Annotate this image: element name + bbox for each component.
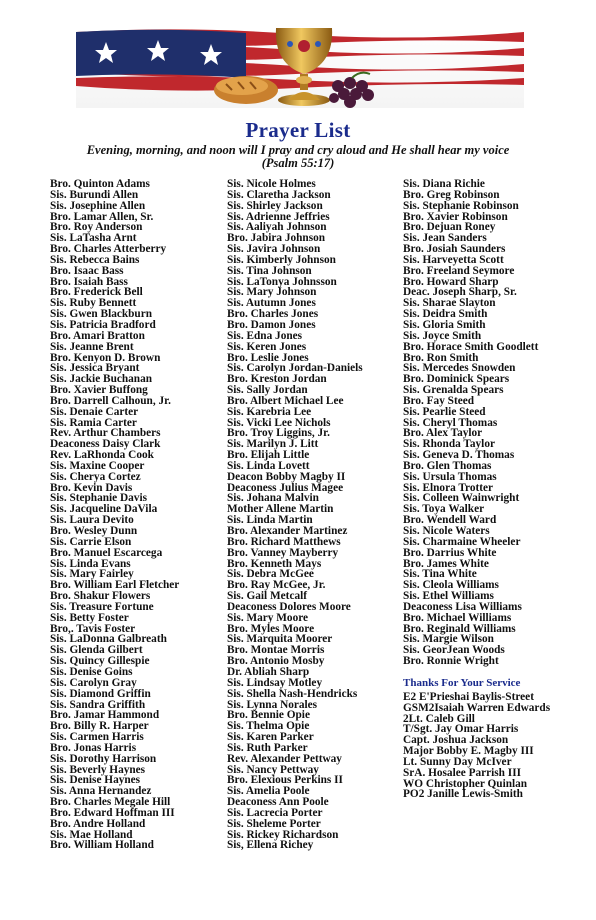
prayer-name: Sis. Rhonda Taylor: [403, 438, 495, 451]
prayer-name: Sis. Betty Foster: [50, 611, 129, 624]
prayer-name: Sis. Colleen Wainwright: [403, 492, 520, 505]
prayer-name: Bro. Isaac Bass: [50, 264, 124, 277]
prayer-name: Bro. Billy R. Harper: [50, 720, 149, 733]
prayer-name: Sis. Gwen Blackburn: [50, 308, 153, 321]
prayer-name: Sis. Sally Jordan: [227, 384, 308, 397]
prayer-name: Deaconess Dolores Moore: [227, 600, 351, 613]
prayer-name: Sis. Josephine Allen: [50, 199, 146, 212]
prayer-name: Sis. Sheleme Porter: [227, 817, 321, 830]
prayer-name: Sis. Tina White: [403, 568, 477, 581]
service-member-name: Capt. Joshua Jackson: [403, 734, 509, 747]
prayer-name: Bro. Richard Matthews: [227, 535, 341, 548]
prayer-name: Bro. Shakur Flowers: [50, 590, 151, 603]
prayer-name: Sis. Ethel Williams: [403, 590, 494, 603]
prayer-name: Sis. Denise Goins: [50, 665, 133, 678]
prayer-name: Bro. Fay Steed: [403, 394, 475, 407]
prayer-name: Bro. William Earl Fletcher: [50, 579, 180, 592]
prayer-name: Sis. Cherya Cortez: [50, 470, 141, 483]
page-title: Prayer List: [245, 118, 351, 142]
scripture-verse: [40, 144, 556, 170]
communion-banner: [76, 28, 524, 108]
prayer-name: Sis. LaDonna Galbreath: [50, 633, 167, 646]
prayer-name: Bro. Leslie Jones: [227, 351, 309, 364]
prayer-name: Bro. Damon Jones: [227, 318, 316, 331]
prayer-name: Sis. Linda Martin: [227, 514, 313, 527]
prayer-name: Sis. Shirley Jackson: [227, 199, 323, 212]
prayer-name: Bro. Howard Sharp: [403, 275, 499, 288]
prayer-name: Sis. Lynna Norales: [227, 698, 318, 711]
prayer-name: Bro. Dominick Spears: [403, 373, 510, 386]
prayer-name: Sis. Amelia Poole: [227, 785, 310, 798]
prayer-name: Bro. Myles Moore: [227, 622, 315, 635]
prayer-name: Sis. Jean Sanders: [403, 232, 487, 245]
prayer-name: Sis. Cheryl Thomas: [403, 416, 498, 429]
service-members-list: [403, 692, 583, 800]
prayer-name: Sis. LaTonya Johnsson: [227, 275, 337, 288]
prayer-name: Bro. Horace Smith Goodlett: [403, 340, 539, 353]
prayer-name: Sis. Aaliyah Johnson: [227, 221, 327, 234]
prayer-name: Sis. Dorothy Harrison: [50, 752, 157, 765]
service-member-name: Major Bobby E. Magby III: [403, 745, 534, 758]
prayer-name: Sis. Gloria Smith: [403, 318, 486, 331]
prayer-name: Sis. Gail Metcalf: [227, 590, 308, 603]
prayer-name: Sis. Mercedes Snowden: [403, 362, 516, 375]
prayer-name: Sis. Ruth Parker: [227, 741, 308, 754]
prayer-name: Sis. Treasure Fortune: [50, 600, 154, 613]
verse-reference: (Psalm 55:17): [261, 156, 335, 170]
prayer-name: Bro. William Holland: [50, 839, 154, 852]
prayer-name: Sis. Margie Wilson: [403, 633, 494, 646]
verse-text: Evening, morning, and noon will I pray and cry aloud and He shall hear my voice: [86, 143, 510, 157]
service-member-name: GSM2Isaiah Warren Edwards: [403, 701, 551, 714]
prayer-name: Sis. Carrie Elson: [50, 535, 132, 548]
prayer-name: Sis. Ruby Bennett: [50, 297, 137, 310]
prayer-name: Sis. Denaie Carter: [50, 405, 139, 418]
prayer-name: Sis. Denise Haynes: [50, 774, 141, 787]
prayer-name: Bro. Charles Jones: [227, 308, 319, 321]
names-column-1: [50, 179, 220, 851]
prayer-name: Sis. Stephanie Robinson: [403, 199, 519, 212]
prayer-name: Sis. Toya Walker: [403, 503, 485, 516]
prayer-name: Bro. Greg Robinson: [403, 188, 500, 201]
prayer-name: Sis. Thelma Opie: [227, 720, 310, 733]
service-member-name: PO2 Janille Lewis-Smith: [403, 788, 523, 801]
prayer-name: Sis. Debra McGee: [227, 568, 314, 581]
prayer-name: Sis. Burundi Allen: [50, 188, 139, 201]
banner-art: [76, 28, 524, 108]
prayer-name: Bro. Edward Hoffman III: [50, 806, 175, 819]
prayer-name: Sis. Nicole Holmes: [227, 178, 316, 190]
service-member-name: T/Sgt. Jay Omar Harris: [403, 723, 519, 736]
prayer-name: Bro,. Tavis Foster: [50, 622, 136, 635]
prayer-name: Bro. Troy Liggins, Jr.: [227, 427, 330, 440]
prayer-name: Sis, Ellena Richey: [227, 839, 314, 852]
prayer-name: Sis. Claretha Jackson: [227, 188, 331, 201]
names-column-3: [403, 179, 583, 800]
prayer-name: Sis. Sandra Griffith: [50, 698, 146, 711]
prayer-name: Sis. Jacqueline DaVila: [50, 503, 158, 516]
prayer-name: Sis. Jessica Bryant: [50, 362, 140, 375]
prayer-name: Bro. Amari Bratton: [50, 329, 145, 342]
prayer-name: Sis. Pearlie Steed: [403, 405, 486, 418]
prayer-name: Bro. Isaiah Bass: [50, 275, 128, 288]
prayer-name: Bro. Xavier Robinson: [403, 210, 508, 223]
prayer-name: Bro. Freeland Seymore: [403, 264, 515, 277]
prayer-name: Bro. Vanney Mayberry: [227, 546, 339, 559]
prayer-name: Sis. Maxine Cooper: [50, 459, 145, 472]
prayer-name: Bro. Darrell Calhoun, Jr.: [50, 394, 171, 407]
prayer-name: Sis. Nicole Waters: [403, 525, 490, 537]
prayer-name: Sis. Anna Hernandez: [50, 785, 152, 798]
prayer-name: Sis. Deidra Smith: [403, 308, 488, 321]
prayer-name: Sis. Rickey Richardson: [227, 828, 339, 841]
service-member-name: E2 E'Prieshai Baylis-Street: [403, 690, 534, 703]
prayer-name: Sis. Joyce Smith: [403, 329, 482, 342]
prayer-name: Sis. Javira Johnson: [227, 243, 321, 256]
prayer-name: Sis. Harveyetta Scott: [403, 253, 504, 266]
names-list: [403, 179, 583, 667]
prayer-name: Sis. Tina Johnson: [227, 264, 312, 277]
prayer-name: Bro. Wendell Ward: [403, 514, 497, 527]
prayer-name: Bro. Manuel Escarcega: [50, 546, 163, 559]
prayer-name: Bro. Wesley Dunn: [50, 525, 138, 537]
prayer-name: Sis. Johana Malvin: [227, 492, 319, 505]
prayer-name: Sis. Vicki Lee Nichols: [227, 416, 331, 429]
prayer-name: Sis. Charmaine Wheeler: [403, 535, 521, 548]
service-member-name: Lt. Sunny Day McIver: [403, 755, 512, 768]
prayer-name: Bro. Frederick Bell: [50, 286, 143, 299]
prayer-name: Bro. Antonio Mosby: [227, 655, 325, 668]
prayer-name: Sis. Edna Jones: [227, 329, 303, 342]
prayer-name: Bro. Albert Michael Lee: [227, 394, 344, 407]
prayer-name: Bro. Darrius White: [403, 546, 497, 559]
prayer-name: Deaconess Daisy Clark: [50, 438, 161, 451]
prayer-name: Sis. Nancy Pettway: [227, 763, 319, 776]
prayer-name: Sis. Autumn Jones: [227, 297, 316, 310]
prayer-name: Sis. Linda Lovett: [227, 459, 310, 472]
prayer-name: Bro. Reginald Williams: [403, 622, 516, 635]
prayer-name: Bro. Ray McGee, Jr.: [227, 579, 326, 592]
prayer-name: Bro. Xavier Buffong: [50, 384, 148, 397]
prayer-name: Sis. Stephanie Davis: [50, 492, 147, 505]
prayer-name: Sis. Geneva D. Thomas: [403, 449, 515, 462]
prayer-name: Bro. Quinton Adams: [50, 178, 150, 190]
prayer-name: Sis. Cleola Williams: [403, 579, 499, 592]
prayer-name: Deaconess Ann Poole: [227, 796, 329, 809]
prayer-name: Sis. Glenda Gilbert: [50, 644, 143, 657]
prayer-name: Bro. Dejuan Roney: [403, 221, 496, 234]
service-member-name: WO Christopher Quinlan: [403, 777, 528, 790]
prayer-name: Sis. Mary Moore: [227, 611, 309, 624]
prayer-name: Sis. Kimberly Johnson: [227, 253, 336, 266]
prayer-name: Bro. Kenneth Mays: [227, 557, 322, 570]
prayer-name: Bro. Jamar Hammond: [50, 709, 160, 722]
prayer-name: Sis. Carmen Harris: [50, 731, 144, 744]
prayer-name: Sis. Lindsay Motley: [227, 676, 323, 689]
prayer-name: Sis. Adrienne Jeffries: [227, 210, 330, 223]
prayer-name: Sis. Ramia Carter: [50, 416, 137, 429]
prayer-name: Bro. Jabira Johnson: [227, 232, 326, 245]
prayer-name: Sis. Grenalda Spears: [403, 384, 504, 397]
prayer-name: Rev. Alexander Pettway: [227, 752, 342, 765]
prayer-name: Sis. Elnora Trotter: [403, 481, 494, 494]
prayer-name: Sis. Shella Nash-Hendricks: [227, 687, 358, 700]
prayer-name: Sis. Diana Richie: [403, 178, 485, 190]
prayer-name: Sis. Marquita Moorer: [227, 633, 333, 646]
prayer-name: Bro. Roy Anderson: [50, 221, 143, 234]
prayer-name: Sis. Diamond Griffin: [50, 687, 151, 700]
prayer-name: Deac. Joseph Sharp, Sr.: [403, 286, 517, 299]
prayer-name: Bro. Alexander Martinez: [227, 525, 348, 537]
prayer-name: Sis. Jackie Buchanan: [50, 373, 153, 386]
service-member-name: 2Lt. Caleb Gill: [403, 712, 475, 725]
prayer-name: Bro. Josiah Saunders: [403, 243, 506, 256]
prayer-name: Sis. Ursula Thomas: [403, 470, 497, 483]
prayer-name: Bro. Charles Megale Hill: [50, 796, 171, 809]
prayer-name: Sis. LaTasha Arnt: [50, 232, 137, 245]
prayer-name: Bro. Glen Thomas: [403, 459, 492, 472]
prayer-name: Sis. Patricia Bradford: [50, 318, 156, 331]
prayer-name: Deacon Bobby Magby II: [227, 470, 346, 483]
prayer-name: Sis. Jeanne Brent: [50, 340, 134, 353]
prayer-name: Deaconess Lisa Williams: [403, 600, 522, 613]
prayer-name: Bro. Elexious Perkins II: [227, 774, 343, 787]
prayer-name: Sis. Beverly Haynes: [50, 763, 146, 776]
prayer-name: Bro. Andre Holland: [50, 817, 146, 830]
prayer-name: Bro. Charles Atterberry: [50, 243, 167, 256]
prayer-name: Sis. Keren Jones: [227, 340, 307, 353]
prayer-name: Bro. Elijah Little: [227, 449, 310, 462]
prayer-name: Sis. Carolyn Jordan-Daniels: [227, 362, 363, 375]
prayer-name: Bro. Ron Smith: [403, 351, 479, 364]
prayer-name: Bro. Kenyon D. Brown: [50, 351, 161, 364]
prayer-name: Sis. Laura Devito: [50, 514, 134, 527]
prayer-name: Bro. Kevin Davis: [50, 481, 133, 494]
prayer-name: Rev. LaRhonda Cook: [50, 449, 154, 462]
prayer-name: Deaconess Julius Magee: [227, 481, 344, 494]
prayer-name: Bro. Kreston Jordan: [227, 373, 327, 386]
prayer-name: Sis. GeorJean Woods: [403, 644, 505, 657]
service-heading: Thanks For Your Service: [403, 676, 521, 689]
prayer-name: Bro. Montae Morris: [227, 644, 325, 657]
prayer-name: Sis. Carolyn Gray: [50, 676, 137, 689]
prayer-name: Bro. Alex Taylor: [403, 427, 483, 440]
prayer-name: Sis. Lacrecia Porter: [227, 806, 323, 819]
prayer-name: Sis. Sharae Slayton: [403, 297, 496, 310]
prayer-name: Mother Allene Martin: [227, 503, 334, 516]
prayer-name: Bro. Bennie Opie: [227, 709, 310, 722]
prayer-name: Bro. Jonas Harris: [50, 741, 137, 754]
service-member-name: SrA. Hosalee Parrish III: [403, 766, 521, 779]
prayer-name: Bro. Michael Williams: [403, 611, 512, 624]
names-column-2: [227, 179, 397, 851]
prayer-name: Sis. Karebria Lee: [227, 405, 312, 418]
prayer-name: Sis. Quincy Gillespie: [50, 655, 150, 668]
prayer-name: Sis. Marilyn J. Litt: [227, 438, 319, 451]
prayer-name: Bro. James White: [403, 557, 489, 570]
prayer-name: Sis. Mae Holland: [50, 828, 133, 841]
prayer-name: Bro. Lamar Allen, Sr.: [50, 210, 154, 223]
bread-loaf-icon: [214, 76, 278, 104]
prayer-name: Sis. Linda Evans: [50, 557, 131, 570]
prayer-name: Sis. Mary Fairley: [50, 568, 134, 581]
prayer-name: Bro. Ronnie Wright: [403, 655, 499, 668]
prayer-name: Dr. Abliah Sharp: [227, 665, 310, 678]
prayer-name: Sis. Rebecca Bains: [50, 253, 140, 266]
prayer-name: Sis. Karen Parker: [227, 731, 314, 744]
prayer-name: Rev. Arthur Chambers: [50, 427, 161, 440]
prayer-name: Sis. Mary Johnson: [227, 286, 317, 299]
